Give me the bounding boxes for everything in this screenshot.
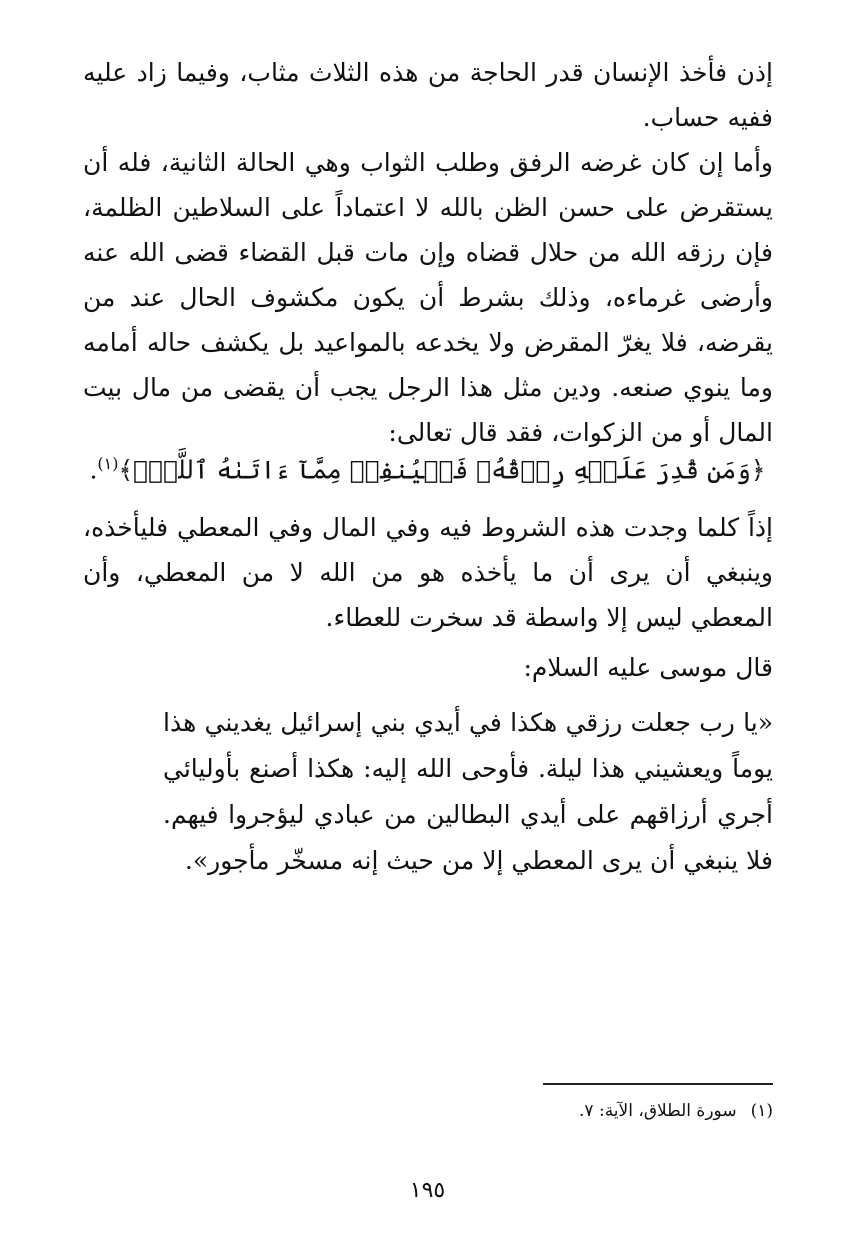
footnote [579, 1096, 773, 1126]
page-number: ١٩٥ [409, 1178, 446, 1203]
paragraph-2: وأما إن كان غرضه الرفق وطلب الثواب وهي الحالة الثانية، فله أن يستقرض على حسن الظن بالله لا اعتماداً على السلاطين الظلمة، فإن رزقه الله من حلال قضاه وإن مات قبل القضاء قضى الله عنه وأرضى غرماءه، وذلك بشرط أن يكون مكشوف الحال عند من يقرضه، فلا يغرّ المقرض ولا يخدعه بالمواعيد بل يكشف حاله أمامه وما ينوي صنعه. ودين مثل هذا الرجل يجب أن يقضى من مال بيت المال أو من الزكوات، فقد قال تعالى: [83, 148, 773, 447]
paragraph-1: إذن فأخذ الإنسان قدر الحاجة من هذه الثلاث مثاب، وفيما زاد عليه ففيه حساب. [83, 58, 773, 132]
footnote-divider [543, 1083, 773, 1085]
verse-end: . [89, 455, 98, 485]
quran-verse [0, 444, 855, 490]
footnote-number: (١) [750, 1101, 773, 1121]
footnote-reference: (١) [97, 454, 119, 473]
footnote-text: سورة الطلاق، الآية: ٧. [579, 1101, 737, 1121]
verse-text: ﴿وَمَن قُدِرَ عَلَيۡهِ رِزۡقُهُۥ فَلۡيُنفِقۡ مِمَّآ ءَاتَىٰهُ ٱللَّهُۚ﴾ [118, 455, 766, 485]
quote-heading: قال موسى عليه السلام: [523, 653, 773, 682]
paragraph-3: إذاً كلما وجدت هذه الشروط فيه وفي المال وفي المعطي فليأخذه، وينبغي أن يرى أن ما يأخذه هو من الله لا من المعطي، وأن المعطي ليس إلا واسطة قد سخرت للعطاء. [83, 513, 773, 632]
block-quote: «يا رب جعلت رزقي هكذا في أيدي بني إسرائيل يغديني هذا يوماً ويعشيني هذا ليلة. فأوحى الله إليه: هكذا أصنع بأوليائي أجري أرزاقهم على أيدي البطالين من عبادي ليؤجروا فيهم. فلا ينبغي أن يرى المعطي إلا من حيث إنه مسخّر مأجور». [163, 708, 773, 875]
